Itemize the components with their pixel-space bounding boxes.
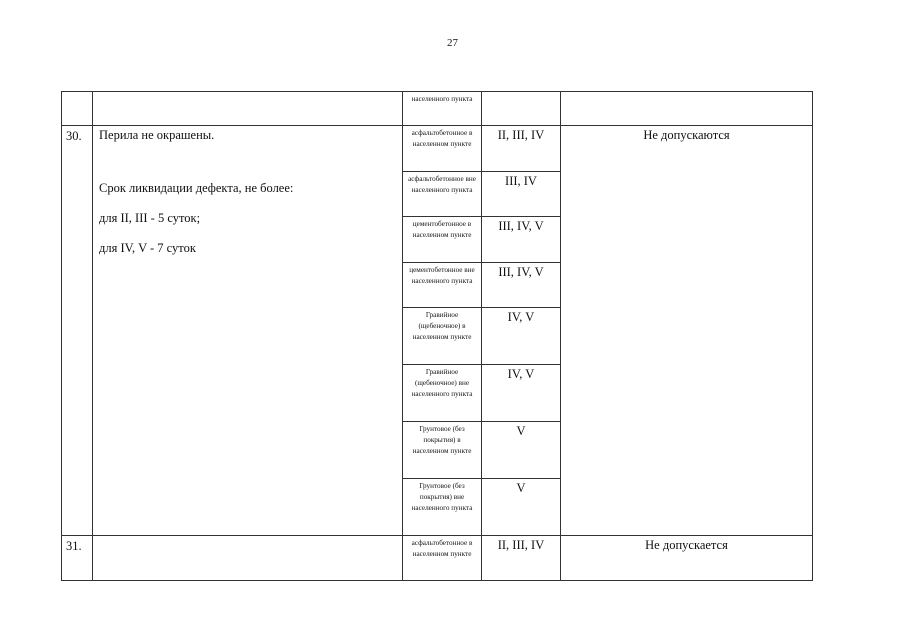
defects-table bbox=[61, 91, 813, 581]
cell-requirement bbox=[561, 92, 813, 126]
table-row-continuation bbox=[62, 92, 813, 126]
cell-category: V bbox=[482, 479, 561, 536]
row-number: 30. bbox=[62, 126, 93, 536]
cell-road-type: Грунтовое (без покрытия) вне населенного пункта bbox=[403, 479, 482, 536]
defect-title: Перила не окрашены. bbox=[99, 128, 215, 142]
table-row-31 bbox=[62, 536, 813, 581]
defect-description bbox=[93, 126, 403, 536]
cell-category: II, III, IV bbox=[482, 126, 561, 172]
cell-road-type: населенного пункта bbox=[403, 92, 482, 126]
cell-category: V bbox=[482, 422, 561, 479]
requirement-cell: Не допускаются bbox=[561, 126, 813, 536]
cell-road-type: Гравийное (щебеночное) в населенном пункте bbox=[403, 308, 482, 365]
cell-category: IV, V bbox=[482, 308, 561, 365]
cell-category: II, III, IV bbox=[482, 536, 561, 581]
requirement-cell: Не допускается bbox=[561, 536, 813, 581]
deadline-heading: Срок ликвидации дефекта, не более: bbox=[99, 181, 294, 195]
cell-road-type: Гравийное (щебеночное) вне населенного пункта bbox=[403, 365, 482, 422]
defect-description bbox=[93, 536, 403, 581]
cell-category: III, IV, V bbox=[482, 217, 561, 263]
cell-category: III, IV bbox=[482, 172, 561, 217]
cell-road-type: цементобетонное в населенном пункте bbox=[403, 217, 482, 263]
cell-road-type: асфальтобетонное вне населенного пункта bbox=[403, 172, 482, 217]
row-number: 31. bbox=[62, 536, 93, 581]
deadline-line-1: для II, III - 5 суток; bbox=[99, 211, 201, 225]
table-row-30 bbox=[62, 126, 813, 172]
deadline-line-2: для IV, V - 7 суток bbox=[99, 241, 196, 255]
cell-road-type: асфальтобетонное в населенном пункте bbox=[403, 536, 482, 581]
page-number: 27 bbox=[447, 37, 458, 49]
cell-num bbox=[62, 92, 93, 126]
cell-road-type: Грунтовое (без покрытия) в населенном пункте bbox=[403, 422, 482, 479]
cell-category: III, IV, V bbox=[482, 263, 561, 308]
cell-road-type: цементобетонное вне населенного пункта bbox=[403, 263, 482, 308]
cell-road-type: асфальтобетонное в населенном пункте bbox=[403, 126, 482, 172]
cell-category bbox=[482, 92, 561, 126]
cell-category: IV, V bbox=[482, 365, 561, 422]
cell-desc bbox=[93, 92, 403, 126]
